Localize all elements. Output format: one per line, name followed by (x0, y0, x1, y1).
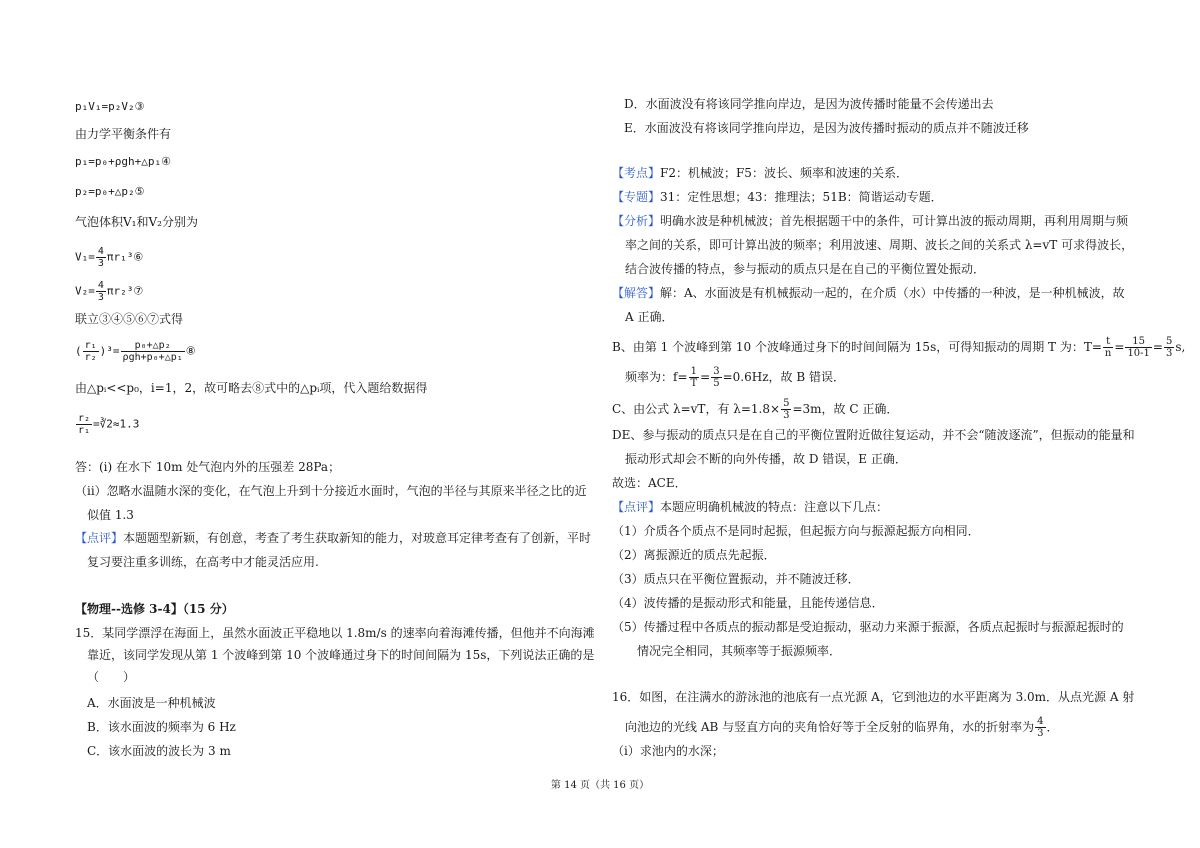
fraction (711, 366, 721, 389)
question-15-blank: （ ） (87, 670, 136, 684)
fraction (781, 398, 791, 421)
solution-de-line2: 振动形式却会不断的向外传播，故 D 错误，E 正确． (625, 452, 907, 466)
kaodian-text: F2：机械波；F5：波长、频率和波速的关系． (660, 166, 908, 180)
fraction-numerator: 4 (97, 280, 104, 291)
fraction-denominator: 3 (97, 258, 104, 269)
frequency-label: 频率为：f= (625, 370, 688, 384)
solution-b (612, 336, 1185, 359)
fraction (121, 340, 185, 363)
solution-tag: 【解答】 (612, 286, 661, 300)
solution-c-text: C、由公式 λ=vT，有 λ=1.8× (612, 402, 781, 416)
fraction (96, 246, 106, 269)
fraction-numerator: 3 (713, 366, 720, 377)
fraction-numerator: 5 (783, 398, 790, 409)
fraction-numerator: r₂ (78, 413, 91, 424)
point-3: （3）质点只在平衡位置振动，并不随波迁移． (612, 572, 860, 586)
solution-line1 (612, 286, 1125, 300)
review-tag: 【点评】 (612, 500, 661, 514)
option-a: A．水面波是一种机械波 (87, 696, 216, 710)
fraction-numerator: 4 (97, 246, 104, 257)
text-mechanics: 由力学平衡条件有 (75, 127, 172, 141)
kaodian-tag: 【考点】 (612, 166, 661, 180)
text-volume: 气泡体积V₁和V₂分别为 (75, 215, 198, 229)
fraction (1125, 336, 1151, 359)
comment-tag: 【点评】 (75, 531, 124, 545)
solution-b-text: B、由第 1 个波峰到第 10 个波峰通过身下的时间间隔为 15s，可得知振动的周期 T 为：T= (612, 340, 1102, 354)
fraction-numerator: 4 (1037, 716, 1044, 727)
answer-ii-line2: 似值 1.3 (87, 508, 134, 522)
frequency-result: =0.6Hz，故 B 错误． (722, 370, 845, 384)
zhuanti-text: 31：定性思想；43：推理法；51B：简谐运动专题． (660, 190, 943, 204)
fraction (96, 280, 106, 303)
equation-7 (75, 280, 143, 303)
option-d: D．水面波没有将该同学推向岸边，是因为波传播时能量不会传递出去 (624, 97, 994, 111)
equation-7-rhs: πr₂³⑦ (106, 284, 144, 298)
analysis-line3: 结合波传播的特点，参与振动的质点只是在自己的平衡位置处振动． (625, 262, 986, 276)
equation-3: p₁V₁=p₂V₂③ (75, 100, 145, 113)
question-16-part-i: （i）求池内的水深； (612, 744, 724, 758)
period: ． (1046, 720, 1059, 734)
fraction (1103, 336, 1113, 359)
fraction-numerator: p₀+△p₂ (121, 340, 185, 352)
comment-text: 本题题型新颖，有创意，考查了考生获取新知的能力，对玻意耳定律考查有了创新，平时 (123, 531, 592, 545)
review (612, 500, 888, 514)
comment-line1 (75, 531, 591, 545)
section-heading: 【物理--选修 3-4】（15 分） (75, 602, 234, 616)
equation-7-lhs: V₂= (75, 284, 95, 298)
answer-i: 答：(i) 在水下 10m 处气泡内外的压强差 28Pa； (75, 460, 341, 474)
equation-4: p₁=p₀+ρgh+△p₁④ (75, 155, 171, 168)
fraction-numerator: t (1103, 336, 1113, 348)
option-c: C．该水面波的波长为 3 m (87, 744, 231, 758)
analysis-text: 明确水波是种机械波；首先根据题干中的条件，可计算出波的振动周期，再利用周期与频 (660, 214, 1129, 228)
equation-6-rhs: πr₁³⑥ (106, 250, 144, 264)
solution-c-result: =3m，故 C 正确． (792, 402, 899, 416)
option-e: E．水面波没有将该同学推向岸边，是因为波传播时振动的质点并不随波迁移 (624, 121, 1029, 135)
point-5-line1: （5）传播过程中各质点的振动都是受迫振动，驱动力来源于振源，各质点起振时与振源起振时的 (612, 620, 1124, 634)
zhuanti-tag: 【专题】 (612, 190, 661, 204)
solution-text: 解：A、水面波是有机械振动一起的，在介质（水）中传播的一种波，是一种机械波，故 (660, 286, 1125, 300)
question-15-line1: 15．某同学漂浮在海面上，虽然水面波正平稳地以 1.8m/s 的速率向着海滩传播，但他并不向海滩 (75, 626, 595, 640)
text-combine: 联立③④⑤⑥⑦式得 (75, 312, 184, 326)
fraction-numerator: 15 (1125, 336, 1151, 348)
fraction-denominator: 3 (97, 292, 104, 303)
review-text: 本题应明确机械波的特点：注意以下几点： (660, 500, 889, 514)
fraction-denominator: T (690, 378, 698, 389)
fraction-denominator: 10-1 (1127, 348, 1150, 359)
zhuanti (612, 190, 943, 204)
equals: = (1152, 340, 1163, 354)
solution-c (612, 398, 898, 421)
fraction-denominator: 3 (1165, 348, 1173, 359)
fraction (76, 413, 92, 436)
text-approximation: 由△pᵢ<<p₀，i=1，2，故可略去⑧式中的△pᵢ项，代入题给数据得 (75, 381, 428, 395)
point-4: （4）波传播的是振动形式和能量，且能传递信息． (612, 596, 884, 610)
fraction (83, 340, 99, 363)
solution-de-line1: DE、参与振动的质点只是在自己的平衡位置附近做往复运动，并不会“随波逐流”，但振动的能量和 (612, 428, 1135, 442)
question-16-line1: 16．如图，在注满水的游泳池的池底有一点光源 A，它到池边的水平距离为 3.0m．从点光源 A 射 (612, 690, 1135, 704)
point-1: （1）介质各个质点不是同时起振，但起振方向与振源起振方向相同． (612, 524, 980, 538)
fraction-denominator: 3 (1037, 728, 1044, 739)
equation-6 (75, 246, 143, 269)
point-5-line2: 情况完全相同，其频率等于振源频率． (637, 644, 842, 658)
paren-open: ( (75, 344, 82, 358)
fraction-denominator: 3 (783, 410, 790, 421)
page-footer: 第 14 页（共 16 页） (550, 780, 650, 791)
choice: 故选：ACE． (612, 476, 687, 490)
kaodian (612, 166, 908, 180)
question-15-line2: 靠近，该同学发现从第 1 个波峰到第 10 个波峰通过身下的时间间隔为 15s，下列说法正确的是 (87, 648, 595, 662)
answer-ii-line1: （ii）忽略水温随水深的变化，在气泡上升到十分接近水面时，气泡的半径与其原来半径之比的近 (75, 484, 587, 498)
equation-8-mid: )³= (99, 344, 120, 358)
comment-line2: 复习要注重多训练，在高考中才能灵活应用. (87, 555, 319, 569)
equation-ratio (75, 413, 139, 436)
equation-8 (75, 340, 196, 363)
solution-line2: A 正确． (625, 310, 674, 324)
equals: = (1114, 340, 1125, 354)
unit: s, (1175, 340, 1186, 354)
equation-5: p₂=p₀+△p₂⑤ (75, 185, 145, 198)
question-16-text: 向池边的光线 AB 与竖直方向的夹角恰好等于全反射的临界角，水的折射率为 (625, 720, 1035, 734)
fraction-denominator: r₂ (84, 352, 97, 363)
ratio-result: =∛2≈1.3 (93, 417, 140, 431)
option-b: B．该水面波的频率为 6 Hz (87, 720, 236, 734)
analysis-line2: 率之间的关系，即可计算出波的频率；利用波速、周期、波长之间的关系式 λ=vT 可求得波长， (625, 238, 1134, 252)
fraction-denominator: r₁ (78, 425, 91, 436)
equation-8-tag: ⑧ (185, 344, 196, 358)
analysis-tag: 【分析】 (612, 214, 661, 228)
fraction-numerator: 1 (689, 366, 700, 378)
fraction-denominator: 5 (713, 378, 720, 389)
fraction-denominator: ρgh+p₀+△p₁ (122, 352, 183, 363)
fraction-numerator: r₁ (84, 340, 97, 351)
solution-b-frequency (625, 366, 845, 389)
fraction (1164, 336, 1174, 359)
equation-6-lhs: V₁= (75, 250, 95, 264)
fraction-denominator: n (1104, 348, 1112, 359)
point-2: （2）离振源近的质点先起振． (612, 548, 776, 562)
question-16-line2 (625, 716, 1059, 739)
fraction-numerator: 5 (1165, 336, 1173, 347)
equals: = (700, 370, 711, 384)
fraction (689, 366, 700, 389)
analysis-line1 (612, 214, 1128, 228)
fraction (1035, 716, 1045, 739)
